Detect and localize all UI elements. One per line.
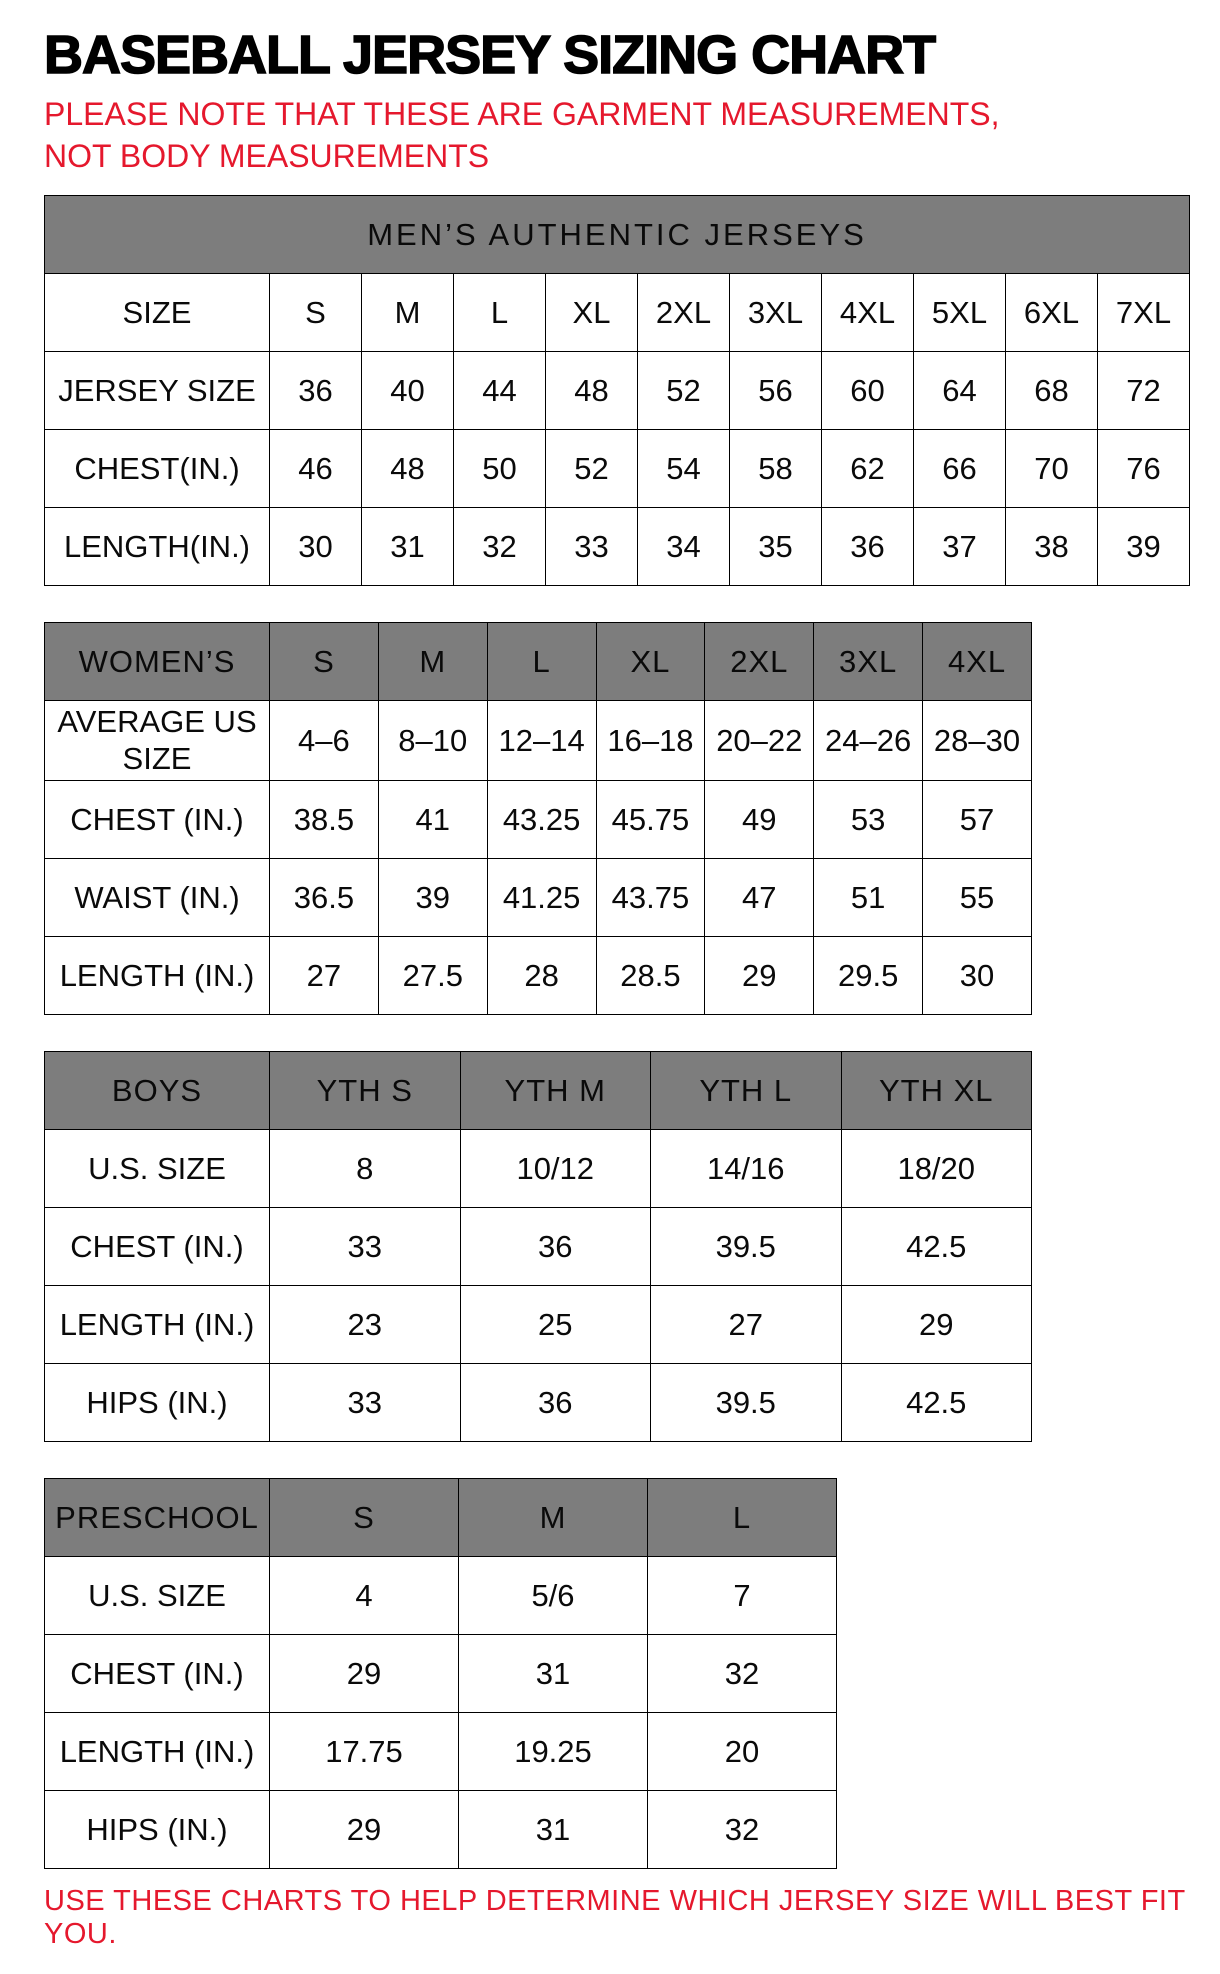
table-cell: 28.5 bbox=[596, 936, 705, 1014]
table-banner: MEN’S AUTHENTIC JERSEYS bbox=[45, 196, 1190, 274]
row-label: SIZE bbox=[45, 274, 270, 352]
table-row bbox=[45, 1790, 837, 1868]
table-cell: 50 bbox=[454, 430, 546, 508]
table-cell: 39 bbox=[378, 858, 487, 936]
table-cell: 44 bbox=[454, 352, 546, 430]
table-row bbox=[45, 1556, 837, 1634]
header-row bbox=[45, 623, 1032, 701]
table-row bbox=[45, 1634, 837, 1712]
row-label: CHEST (IN.) bbox=[45, 1634, 270, 1712]
column-header: WOMEN’S bbox=[45, 623, 270, 701]
table-cell: 60 bbox=[822, 352, 914, 430]
table-cell: 29 bbox=[841, 1285, 1032, 1363]
table-cell: 4XL bbox=[822, 274, 914, 352]
table-row bbox=[45, 1129, 1032, 1207]
table-cell: 27 bbox=[270, 936, 379, 1014]
table-cell: 31 bbox=[459, 1634, 648, 1712]
size-table bbox=[44, 1478, 837, 1869]
column-header: M bbox=[459, 1478, 648, 1556]
table-cell: 7 bbox=[648, 1556, 837, 1634]
table-cell: 66 bbox=[914, 430, 1006, 508]
table-cell: 47 bbox=[705, 858, 814, 936]
table-cell: 58 bbox=[730, 430, 822, 508]
boys-sizing-table bbox=[44, 1051, 1032, 1442]
table-cell: 4 bbox=[270, 1556, 459, 1634]
mens-sizing-table bbox=[44, 195, 1190, 586]
table-cell: 29 bbox=[270, 1790, 459, 1868]
table-cell: 42.5 bbox=[841, 1207, 1032, 1285]
table-row bbox=[45, 1363, 1032, 1441]
header-row bbox=[45, 1478, 837, 1556]
table-row bbox=[45, 1207, 1032, 1285]
column-header: PRESCHOOL bbox=[45, 1478, 270, 1556]
row-label: CHEST(IN.) bbox=[45, 430, 270, 508]
row-label: LENGTH (IN.) bbox=[45, 1712, 270, 1790]
table-cell: 56 bbox=[730, 352, 822, 430]
table-cell: 32 bbox=[648, 1634, 837, 1712]
table-cell: 31 bbox=[459, 1790, 648, 1868]
table-cell: 36 bbox=[270, 352, 362, 430]
table-cell: 43.25 bbox=[487, 780, 596, 858]
column-header: YTH S bbox=[270, 1051, 461, 1129]
size-table bbox=[44, 195, 1190, 586]
table-cell: 12–14 bbox=[487, 701, 596, 780]
garment-measurement-note: PLEASE NOTE THAT THESE ARE GARMENT MEASUREMENTS, NOT BODY MEASUREMENTS bbox=[44, 96, 1000, 174]
table-row bbox=[45, 352, 1190, 430]
table-cell: 16–18 bbox=[596, 701, 705, 780]
table-cell: 10/12 bbox=[460, 1129, 651, 1207]
table-cell: 5/6 bbox=[459, 1556, 648, 1634]
table-cell: 70 bbox=[1006, 430, 1098, 508]
table-cell: 33 bbox=[270, 1363, 461, 1441]
table-row bbox=[45, 430, 1190, 508]
table-cell: 46 bbox=[270, 430, 362, 508]
table-cell: 33 bbox=[546, 508, 638, 586]
table-cell: 7XL bbox=[1098, 274, 1190, 352]
table-row bbox=[45, 858, 1032, 936]
table-cell: 31 bbox=[362, 508, 454, 586]
table-cell: 72 bbox=[1098, 352, 1190, 430]
row-label: CHEST (IN.) bbox=[45, 780, 270, 858]
column-header: 4XL bbox=[923, 623, 1032, 701]
row-label: CHEST (IN.) bbox=[45, 1207, 270, 1285]
table-cell: 29.5 bbox=[814, 936, 923, 1014]
table-cell: 53 bbox=[814, 780, 923, 858]
table-cell: 68 bbox=[1006, 352, 1098, 430]
table-cell: 14/16 bbox=[651, 1129, 842, 1207]
table-row bbox=[45, 1712, 837, 1790]
table-cell: 43.75 bbox=[596, 858, 705, 936]
table-cell: 24–26 bbox=[814, 701, 923, 780]
table-cell: 36.5 bbox=[270, 858, 379, 936]
table-cell: S bbox=[270, 274, 362, 352]
column-header: L bbox=[648, 1478, 837, 1556]
table-cell: 39.5 bbox=[651, 1363, 842, 1441]
row-label: WAIST (IN.) bbox=[45, 858, 270, 936]
column-header: S bbox=[270, 1478, 459, 1556]
table-cell: 54 bbox=[638, 430, 730, 508]
table-cell: 64 bbox=[914, 352, 1006, 430]
row-label: LENGTH (IN.) bbox=[45, 936, 270, 1014]
table-cell: 8–10 bbox=[378, 701, 487, 780]
table-cell: 27.5 bbox=[378, 936, 487, 1014]
table-cell: 36 bbox=[460, 1363, 651, 1441]
table-cell: 41.25 bbox=[487, 858, 596, 936]
table-cell: 3XL bbox=[730, 274, 822, 352]
table-row bbox=[45, 274, 1190, 352]
table-cell: 29 bbox=[705, 936, 814, 1014]
table-cell: 39.5 bbox=[651, 1207, 842, 1285]
row-label: LENGTH (IN.) bbox=[45, 1285, 270, 1363]
column-header: 3XL bbox=[814, 623, 923, 701]
table-cell: 33 bbox=[270, 1207, 461, 1285]
table-cell: 30 bbox=[270, 508, 362, 586]
table-cell: 23 bbox=[270, 1285, 461, 1363]
row-label: AVERAGE US SIZE bbox=[45, 701, 270, 780]
table-cell: 29 bbox=[270, 1634, 459, 1712]
table-row bbox=[45, 701, 1032, 780]
column-header: YTH L bbox=[651, 1051, 842, 1129]
table-cell: 52 bbox=[546, 430, 638, 508]
table-cell: 5XL bbox=[914, 274, 1006, 352]
table-cell: 76 bbox=[1098, 430, 1190, 508]
table-cell: 19.25 bbox=[459, 1712, 648, 1790]
table-cell: 37 bbox=[914, 508, 1006, 586]
size-table bbox=[44, 622, 1032, 1014]
table-cell: 2XL bbox=[638, 274, 730, 352]
table-cell: 4–6 bbox=[270, 701, 379, 780]
table-cell: 8 bbox=[270, 1129, 461, 1207]
table-cell: 6XL bbox=[1006, 274, 1098, 352]
table-cell: 20 bbox=[648, 1712, 837, 1790]
column-header: XL bbox=[596, 623, 705, 701]
table-row bbox=[45, 936, 1032, 1014]
table-cell: L bbox=[454, 274, 546, 352]
row-label: LENGTH(IN.) bbox=[45, 508, 270, 586]
table-cell: 38 bbox=[1006, 508, 1098, 586]
table-cell: 27 bbox=[651, 1285, 842, 1363]
table-cell: 35 bbox=[730, 508, 822, 586]
table-cell: 20–22 bbox=[705, 701, 814, 780]
womens-sizing-table bbox=[44, 622, 1032, 1014]
size-table bbox=[44, 1051, 1032, 1442]
banner-row bbox=[45, 196, 1190, 274]
table-cell: 18/20 bbox=[841, 1129, 1032, 1207]
table-cell: 36 bbox=[822, 508, 914, 586]
column-header: YTH M bbox=[460, 1051, 651, 1129]
column-header: BOYS bbox=[45, 1051, 270, 1129]
table-cell: 17.75 bbox=[270, 1712, 459, 1790]
header-row bbox=[45, 1051, 1032, 1129]
table-cell: 36 bbox=[460, 1207, 651, 1285]
table-cell: 28–30 bbox=[923, 701, 1032, 780]
table-cell: 40 bbox=[362, 352, 454, 430]
table-cell: 52 bbox=[638, 352, 730, 430]
row-label: U.S. SIZE bbox=[45, 1556, 270, 1634]
table-cell: 49 bbox=[705, 780, 814, 858]
table-row bbox=[45, 1285, 1032, 1363]
table-cell: 48 bbox=[546, 352, 638, 430]
row-label: HIPS (IN.) bbox=[45, 1790, 270, 1868]
table-cell: 57 bbox=[923, 780, 1032, 858]
table-cell: 32 bbox=[648, 1790, 837, 1868]
column-header: S bbox=[270, 623, 379, 701]
table-cell: 34 bbox=[638, 508, 730, 586]
preschool-sizing-table bbox=[44, 1478, 837, 1869]
table-cell: 62 bbox=[822, 430, 914, 508]
column-header: L bbox=[487, 623, 596, 701]
column-header: YTH XL bbox=[841, 1051, 1032, 1129]
table-cell: 55 bbox=[923, 858, 1032, 936]
table-cell: 51 bbox=[814, 858, 923, 936]
table-cell: 32 bbox=[454, 508, 546, 586]
table-cell: 45.75 bbox=[596, 780, 705, 858]
fit-advice-footer: USE THESE CHARTS TO HELP DETERMINE WHICH JERSEY SIZE WILL BEST FIT YOU. bbox=[44, 1884, 1186, 1950]
table-row bbox=[45, 780, 1032, 858]
column-header: M bbox=[378, 623, 487, 701]
table-cell: 42.5 bbox=[841, 1363, 1032, 1441]
table-cell: 48 bbox=[362, 430, 454, 508]
table-cell: M bbox=[362, 274, 454, 352]
table-cell: 30 bbox=[923, 936, 1032, 1014]
row-label: U.S. SIZE bbox=[45, 1129, 270, 1207]
table-cell: 39 bbox=[1098, 508, 1190, 586]
table-cell: XL bbox=[546, 274, 638, 352]
column-header: 2XL bbox=[705, 623, 814, 701]
row-label: HIPS (IN.) bbox=[45, 1363, 270, 1441]
table-cell: 41 bbox=[378, 780, 487, 858]
table-cell: 28 bbox=[487, 936, 596, 1014]
table-cell: 38.5 bbox=[270, 780, 379, 858]
table-row bbox=[45, 508, 1190, 586]
row-label: JERSEY SIZE bbox=[45, 352, 270, 430]
page-title: BASEBALL JERSEY SIZING CHART bbox=[44, 25, 936, 85]
table-cell: 25 bbox=[460, 1285, 651, 1363]
